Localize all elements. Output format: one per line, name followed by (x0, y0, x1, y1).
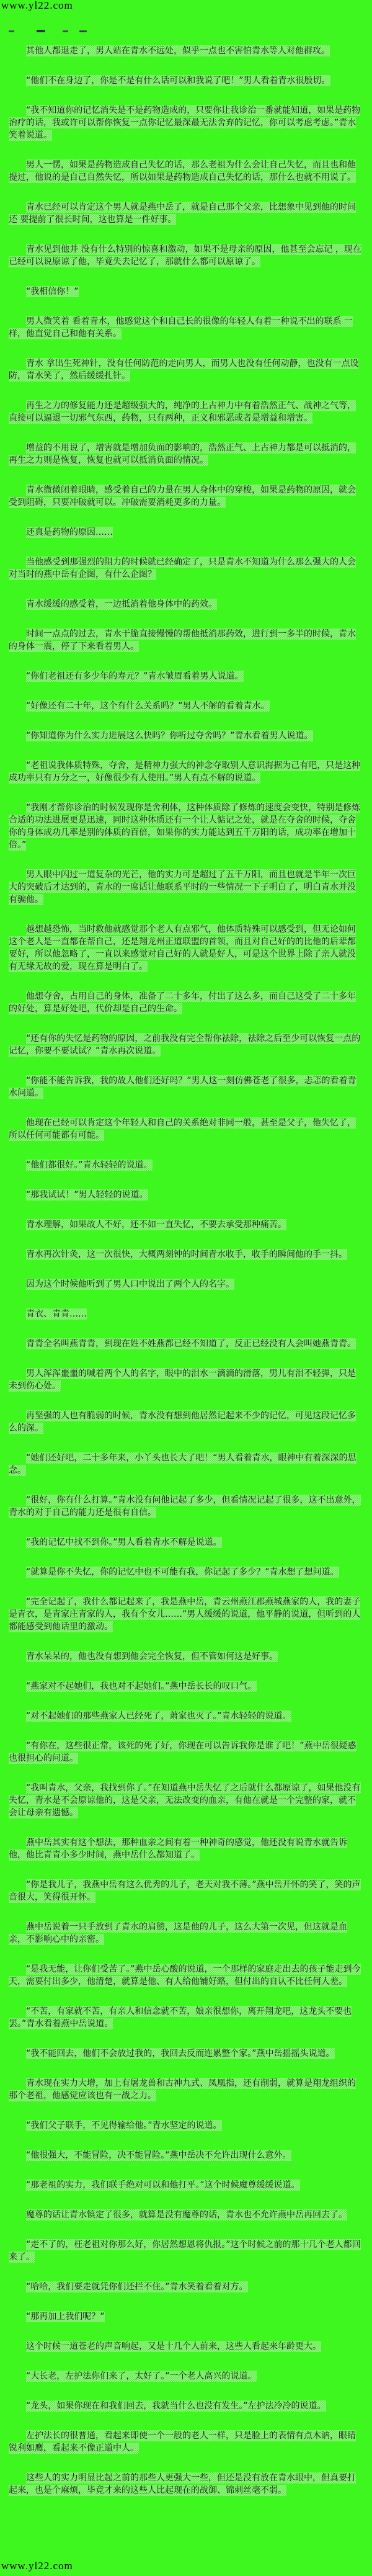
novel-paragraph (9, 2077, 363, 2102)
novel-paragraph (9, 2209, 363, 2221)
novel-paragraph (9, 2005, 363, 2030)
novel-paragraph (9, 1566, 363, 1578)
paragraph-text: 因为这个时候他听到了男人口中说出了两个人的名字。 (26, 1279, 234, 1289)
novel-paragraph (9, 1836, 363, 1861)
paragraph-text: 青水已经可以肯定这个男人就是燕中岳了，就是自己那个父亲，比想象中见到他的时间还 要提前了很长时间，这也算是一件好事。 (9, 202, 356, 225)
novel-paragraph (9, 1921, 363, 1946)
novel-paragraph (9, 1596, 363, 1633)
paragraph-text: 男人浑浑噩噩的喊着两个人的名字，眼中的泪水一滴滴的滑落，男儿有泪不轻弹，只是未到伤心处。 (9, 1369, 356, 1391)
paragraph-text: “我刚才帮你诊治的时候发现你是舍利体，这种体质除了修炼的速度会变快，特别是修炼合适的功法进展更是迅速，同时这种体质还有一个让人惦记之处，就是在夺舍的时候，夺舍你的身体成功几率是别的体质的百倍，如果你的实力能达到五千万阳的话，成功率在增加十倍。” (9, 803, 361, 850)
paragraph-text: 青水呆呆的，他也没有想到他会完全恢复，但不管如何这是好事。 (26, 1652, 278, 1661)
paragraph-text: “我不知道你的记忆消失是不是药物造成的，只要你让我诊治一番就能知道，如果是药物治疗的话，我或许可以帮你恢复一点你记忆最深最无法舍弃的记忆，你可以考虑考虑。”青水笑着说道。 (9, 105, 361, 140)
novel-paragraph (9, 2472, 363, 2497)
paragraph-text: 还真是药物的原因…… (26, 527, 113, 537)
novel-paragraph (9, 1117, 363, 1142)
paragraph-text: 再坚强的人也有脆弱的时候，青水没有想到他居然记起来不少的记忆，可见这段记忆多么的深。 (9, 1411, 356, 1433)
paragraph-text: “大长老，左护法你们来了，太好了。”一个老人高兴的说道。 (26, 2371, 257, 2381)
paragraph-text: “很好，你有什么打算。”青水没有问他记起了多少，但看情况记起了很多，这不出意外，青水的对于自己的能力还是很有自信。 (9, 1495, 361, 1518)
faded-mark (9, 30, 14, 32)
novel-paragraph (9, 2047, 363, 2060)
novel-paragraph (9, 2238, 363, 2263)
novel-paragraph (9, 2119, 363, 2132)
paragraph-text: 青水缓缓的感受着，一边抵消着他身体中的药效。 (26, 599, 217, 609)
paragraph-text: “好像还有二十年，这个有什么关系吗？”男人不解的看着青水。 (26, 701, 270, 711)
paragraph-text: 左护法长的很普通，看起来即使一个一般的老人一样，只是脸上的表情有点木讷，眼睛锐利如鹰，看起来不像正道中人。 (9, 2431, 356, 2453)
novel-paragraph (9, 1159, 363, 1171)
paragraph-text: “你能不能告诉我，我的故人他们还好吗？”男人这一刻仿佛苍老了很多，忐忑的看着青水问道。 (9, 1076, 356, 1098)
novel-paragraph (9, 802, 363, 851)
paragraph-text: “我的记忆中找不到你。”男人看着青水不解是说道。 (26, 1537, 222, 1547)
novel-paragraph (9, 2400, 363, 2412)
faded-mark (37, 30, 45, 32)
novel-paragraph (9, 700, 363, 712)
paragraph-text: “他们不在身边了，你是不是有什么话可以和我说了吧！”男人看着青水很殷切。 (26, 76, 330, 86)
paragraph-text: 时间一点点的过去，青水干脆直接慢慢的帮他抵消那药效，进行到一多半的时候，青水的身体一震，停了下来看着男人。 (9, 629, 356, 651)
paragraph-text: 青水 拿出生死神针，没有任何防范的走向男人，而男人也没有任何动静，也没有一点设防，青水笑了，然后缓缓扎针。 (9, 359, 359, 381)
paragraph-text: “我不能回去，他们不会放过我的，我回去反而连累整个家。”燕中岳摇摇头说道。 (26, 2049, 335, 2059)
novel-paragraph (9, 759, 363, 784)
faded-title-marks (9, 30, 87, 32)
novel-paragraph (9, 104, 363, 141)
paragraph-text: “你知道你为什么实力进展这么快吗？你听过夺舍吗？”青水看着男人说道。 (26, 731, 313, 741)
novel-paragraph (9, 1650, 363, 1663)
paragraph-text: “龙头，如果你现在和我们回去，我就当什么也没有发生。”左护法冷冷的说道。 (26, 2401, 326, 2411)
novel-paragraph (9, 2281, 363, 2293)
novel-paragraph (9, 670, 363, 682)
paragraph-text: 他现在已经可以肯定这个年轻人和自己的关系绝对非同一般，甚至是父子，他失忆了，所以任何可能都有可能。 (9, 1118, 356, 1140)
novel-paragraph (9, 45, 363, 57)
paragraph-text: 魔尊的话让青水镇定了很多，就算是没有魔尊的话，青水也不允许燕中岳再回去了。 (26, 2210, 347, 2220)
paragraph-text: “老祖说我体质特殊，夺舍，是精神力强大的神念夺取别人意识海据为己有吧，只是这种成功率只有万分之一，好像很少有人使用。”男人有点不解的说道。 (9, 761, 361, 783)
novel-paragraph (9, 484, 363, 509)
watermark-bottom: www.yl22.com (1, 2560, 73, 2572)
novel-paragraph (9, 556, 363, 581)
novel-paragraph (9, 1963, 363, 1988)
novel-paragraph (9, 1338, 363, 1350)
paragraph-text: “是我无能，让你们受苦了。”燕中岳心酸的说道，一个那样的家庭走出去的孩子能走到今天，需要付出多少，他清楚，就算是他、有人给他铺好路，但付出的自认不比任何人差。 (9, 1964, 361, 1987)
paragraph-text: 青水见到他并 没有什么特别的惊喜和激动，如果不是母亲的原因，他甚至会忘记 ，现在已经可以说原谅了他，毕竟失去记忆了，那就什么都可以原谅了。 (9, 244, 361, 267)
paragraph-text: “有你在，这些很正常，该死的死了好，你现在可以告诉我你是谁了吧！”燕中岳很疑惑也很担心的问道。 (9, 1741, 356, 1763)
paragraph-text: 青水现在实力大增，加上有屠龙兽和古神九式、凤凰指，还有削弱，就算是翔龙组织的那个老祖，他感觉应该也有一战之力。 (9, 2078, 356, 2101)
paragraph-text: “还有你的失忆是药物的原因，之前我没有完全帮你祛除，祛除之后至少可以恢复一点的记忆，你要不要试试？”青水再次说道。 (9, 1034, 361, 1056)
paragraph-text: 其他人都退走了，男人站在青水不远处，似乎一点也不害怕青水等人对他群攻。 (26, 46, 330, 56)
novel-paragraph (9, 526, 363, 539)
paragraph-text: 青水再次针灸，这一次很快，大概两刻钟的时间青水收手，收手的瞬间他的手一抖。 (26, 1250, 347, 1259)
novel-paragraph (9, 730, 363, 742)
paragraph-text: “对不起她们的那些燕家人已经死了，萧家也灭了。”青水轻轻的说道。 (26, 1711, 291, 1721)
paragraph-text: 再生之力的修复能力还是超级强大的，纯净的上古神力中有着浩然正气、战神之气等，直接可以逼退一切邪气东西，药物，只有两种，正义和邪恶或者是增益和增害。 (9, 401, 356, 423)
paragraph-text: “走不了的，枉老祖对你那么好，你居然想恩将仇报。”这个时候之前的那十几个老人都回来了。 (9, 2240, 361, 2262)
novel-paragraph (9, 357, 363, 382)
faded-mark (79, 30, 87, 32)
paragraph-text: 青衣、青青…… (26, 1309, 87, 1319)
paragraph-text: “他们都很好。”青水轻轻的说道。 (26, 1160, 153, 1170)
novel-paragraph (9, 1879, 363, 1903)
novel-paragraph (9, 1740, 363, 1764)
paragraph-text: 增益的不用说了，增害就是增加负面的影响的，浩然正气、上古神力都是可以抵消的，再生之力则是恢复，恢复也就可以抵消负面的情况。 (9, 443, 356, 465)
novel-paragraph (9, 1367, 363, 1392)
faded-mark (63, 30, 68, 32)
novel-paragraph (9, 2340, 363, 2353)
paragraph-text: “完全记起了，我什么都记起来了，我是燕中岳，青云州燕江郡燕城燕家的人，我的妻子是青衣，是青家庄青家的人，我有个女儿……”男人缓缓的说道，他平静的说道，但听到的人都能感受到他话里的激动。 (9, 1597, 361, 1632)
paragraph-text: “不苦，有家就不苦，有亲人和信念就不苦，娘亲很想你，离开翔龙吧，这龙头不要也罢。”青水看着燕中岳说道。 (9, 2006, 352, 2029)
paragraph-text: 燕中岳说着一只手放到了青水的肩膀，这是他的儿子，这么大第一次见，但这就是血亲，不影响心中的亲密。 (9, 1922, 347, 1944)
paragraph-text: “那老祖的实力，我们联手绝对可以和他打平。”这个时候魔尊缓缓说道。 (26, 2180, 300, 2190)
novel-paragraph (9, 2430, 363, 2454)
novel-paragraph (9, 2179, 363, 2191)
paragraph-text: “那我试试！”男人轻轻的说道。 (26, 1190, 148, 1200)
paragraph-text: 当他感受到那强烈的阻力的时候就已经确定了，只是青水不知道为什么那么强大的人会对当时的燕中岳有企图，有什么企图？ (9, 557, 356, 579)
novel-paragraph (9, 400, 363, 424)
novel-paragraph (9, 201, 363, 226)
paragraph-text: 他想夺舍，占用自己的身体，准备了二十多年，付出了这么多，而自己这受了二十多年的好处，算是好处吧，代价却是自己的生命。 (9, 991, 356, 1014)
paragraph-text: “我叫青水，父亲，我找到你了。”在知道燕中岳失忆了之后就什么都原谅了，如果他没有失忆，青水是不会原谅他的，这是父亲，无法改变的血亲，有他在就是一个完整的家，就不会让母亲有遗憾。 (9, 1783, 361, 1818)
paragraph-text: “你们老祖还有多少年的寿元？”青水皱眉看着男人说道。 (26, 671, 244, 681)
novel-paragraph (9, 1494, 363, 1519)
paragraph-text: “哈哈，我们要走就凭你们还拦不住。”青水笑着看着对方。 (26, 2282, 248, 2292)
paragraph-text: “就算是你不失忆，你的记忆中也不可能有我，你记起了多少？”青水想了想问道。 (26, 1567, 339, 1577)
novel-paragraph (9, 1410, 363, 1434)
novel-paragraph (9, 869, 363, 906)
novel-paragraph (9, 159, 363, 184)
paragraph-text: “那再加上我们呢？” (26, 2312, 105, 2322)
paragraph-text: “你是我儿子，我燕中岳有这么优秀的儿子，老天对我不薄。”燕中岳开怀的笑了，笑的声音很大，笑得很开怀。 (9, 1880, 361, 1902)
novel-paragraph (9, 1452, 363, 1477)
novel-paragraph (9, 1248, 363, 1261)
novel-paragraph (9, 1278, 363, 1290)
novel-paragraph (9, 1782, 363, 1819)
paragraph-text: 男人一愣，如果是药物造成自己失忆的话，那么老祖为什么会让自己失忆，而且也和他提过，他说的是自己自然失忆，所以如果是药物造成自己失忆的话，那什么也就不用说了。 (9, 160, 356, 182)
novel-paragraph (9, 74, 363, 87)
novel-paragraph (9, 990, 363, 1015)
novel-paragraph (9, 1308, 363, 1320)
novel-paragraph (9, 1189, 363, 1201)
paragraph-text: 男人眼中闪过一道复杂的光芒，他的实力可是超过了五千万阳，而且也就是半年一次巨大的突破后才达到的，青水的一席话让他联系平时的一些情况一下子明白了，明白青水并没有骗他。 (9, 870, 356, 905)
novel-paragraph (9, 1710, 363, 1722)
paragraph-text: “他很强大，不能冒险，决不能冒险。”燕中岳决不允许出现什么意外。 (26, 2150, 291, 2160)
paragraph-text: 越想越恐怖，当时救他就感觉那个老人有点邪气，他体质特殊可以感受到，但无论如何这个老人是一直都在帮自己，还是翔龙州正道联盟的首领，而且对自己好的的比他的后辈都要好，所以他忽略了，一直以来感觉对自己好的人就是好人，可是这个世界上除了亲人就没有无缘无故的爱，现在算是明白了。 (9, 924, 356, 972)
paragraph-text: 燕中岳其实有这个想法，那种血亲之间有着一种神奇的感觉，他还没有说青水就告诉他，他比青青小多少时间，燕中岳什么都知道了。 (9, 1838, 347, 1860)
paragraph-text: “燕家对不起她们，我也对不起她们。”燕中岳长长的叹口气。 (26, 1681, 257, 1691)
paragraph-text: 青水微微闭着眼睛，感受着自己的力量在男人身体中的穿梭，如果是药物的原因，就会受到阻碍，只要冲破就可以。冲破需要消耗更多的力量。 (9, 485, 356, 508)
paragraph-text: 这个时候一道苍老的声音响起，又是十几个人前来，这些人看起来年龄更大。 (26, 2341, 321, 2351)
novel-paragraph (9, 1075, 363, 1099)
paragraph-text: 青青全名叫燕青青，到现在姓不姓燕都已经不知道了，反正已经没有人会叫她燕青青。 (26, 1339, 356, 1349)
novel-paragraph (9, 1032, 363, 1057)
novel-paragraph (9, 243, 363, 268)
novel-paragraph (9, 315, 363, 340)
novel-paragraph (9, 628, 363, 653)
paragraph-text: “她们还好吧，二十多年来，小丫头也长大了吧！“男人看着青水，眼神中有着深深的思念。 (9, 1453, 356, 1475)
paragraph-text: 青水理解，如果故人不好，还不如一直失忆，不要去承受那种痛苦。 (26, 1220, 286, 1230)
novel-paragraph (9, 923, 363, 973)
paragraph-text: 这些人的实力明显比起之前的那些人更强大一些，但还是没有放在青水眼中，但真要打起来，也是个麻烦，毕竟才来的这些人比起现在的战御、锦刺丝毫不弱。 (9, 2473, 356, 2495)
novel-paragraph (9, 598, 363, 610)
novel-paragraph (9, 2310, 363, 2323)
novel-paragraph (9, 442, 363, 467)
paragraph-text: “我相信你！” (26, 287, 79, 297)
novel-content (0, 45, 372, 2514)
novel-paragraph (9, 1680, 363, 1693)
novel-paragraph (9, 1219, 363, 1231)
paragraph-text: “我们父子联手，不见得输给他。”青水坚定的说道。 (26, 2121, 222, 2131)
novel-paragraph (9, 2149, 363, 2162)
novel-paragraph (9, 1536, 363, 1549)
watermark-top: www.yl22.com (1, 0, 73, 11)
novel-paragraph (9, 285, 363, 298)
paragraph-text: 男人微笑着 看着青水，他感觉这个和自己长的很像的年轻人有着一种说不出的联系 一样，他直觉自己和他有关系。 (9, 316, 353, 339)
novel-paragraph (9, 2370, 363, 2382)
